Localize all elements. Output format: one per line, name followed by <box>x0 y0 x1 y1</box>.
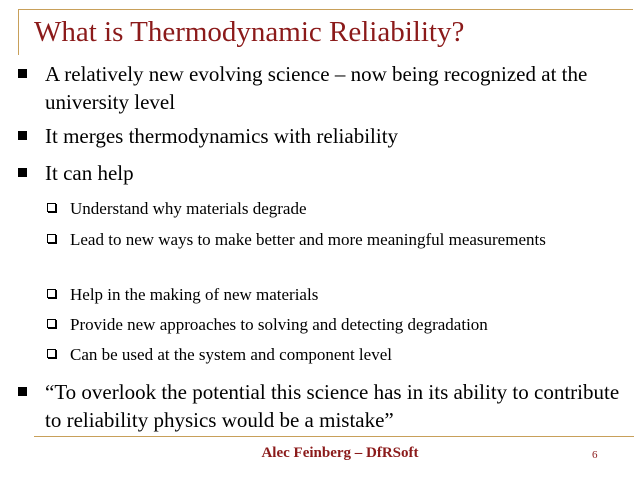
sub-bullet-5-text: Can be used at the system and component level <box>70 345 392 364</box>
slide-title: What is Thermodynamic Reliability? <box>34 16 465 48</box>
bullet-4 <box>45 378 635 434</box>
footer-author: Alec Feinberg – DfRSoft <box>261 445 419 461</box>
sub-bullet-2-text: Lead to new ways to make better and more meaningful measurements <box>70 230 546 249</box>
bullet-3 <box>45 159 635 187</box>
sub-bullet-1 <box>70 198 590 220</box>
sub-bullet-4-text: Provide new approaches to solving and detecting degradation <box>70 315 488 334</box>
sub-bullet-3 <box>70 284 590 306</box>
sub-bullet-3-text: Help in the making of new materials <box>70 285 319 304</box>
title-top-rule <box>18 9 633 10</box>
bullet-1 <box>45 60 635 116</box>
bullet-2 <box>45 122 635 150</box>
hollow-square-bullet-icon <box>47 203 56 212</box>
hollow-square-bullet-icon <box>47 349 56 358</box>
square-bullet-icon <box>18 168 27 177</box>
hollow-square-bullet-icon <box>47 234 56 243</box>
square-bullet-icon <box>18 131 27 140</box>
sub-bullet-2 <box>70 229 590 251</box>
sub-bullet-1-text: Understand why materials degrade <box>70 199 307 218</box>
hollow-square-bullet-icon <box>47 319 56 328</box>
sub-bullet-4 <box>70 314 590 336</box>
bullet-3-text: It can help <box>45 161 134 185</box>
bullet-1-text: A relatively new evolving science – now being recognized at the university level <box>45 62 588 114</box>
square-bullet-icon <box>18 387 27 396</box>
hollow-square-bullet-icon <box>47 289 56 298</box>
footer-rule <box>34 436 634 437</box>
bullet-4-text: “To overlook the potential this science has in its ability to contribute to reliability physics would be a mistake” <box>45 380 620 432</box>
square-bullet-icon <box>18 69 27 78</box>
bullet-2-text: It merges thermodynamics with reliability <box>45 124 399 148</box>
sub-bullet-5 <box>70 344 590 366</box>
page-number: 6 <box>592 449 598 461</box>
title-left-rule <box>18 9 19 55</box>
